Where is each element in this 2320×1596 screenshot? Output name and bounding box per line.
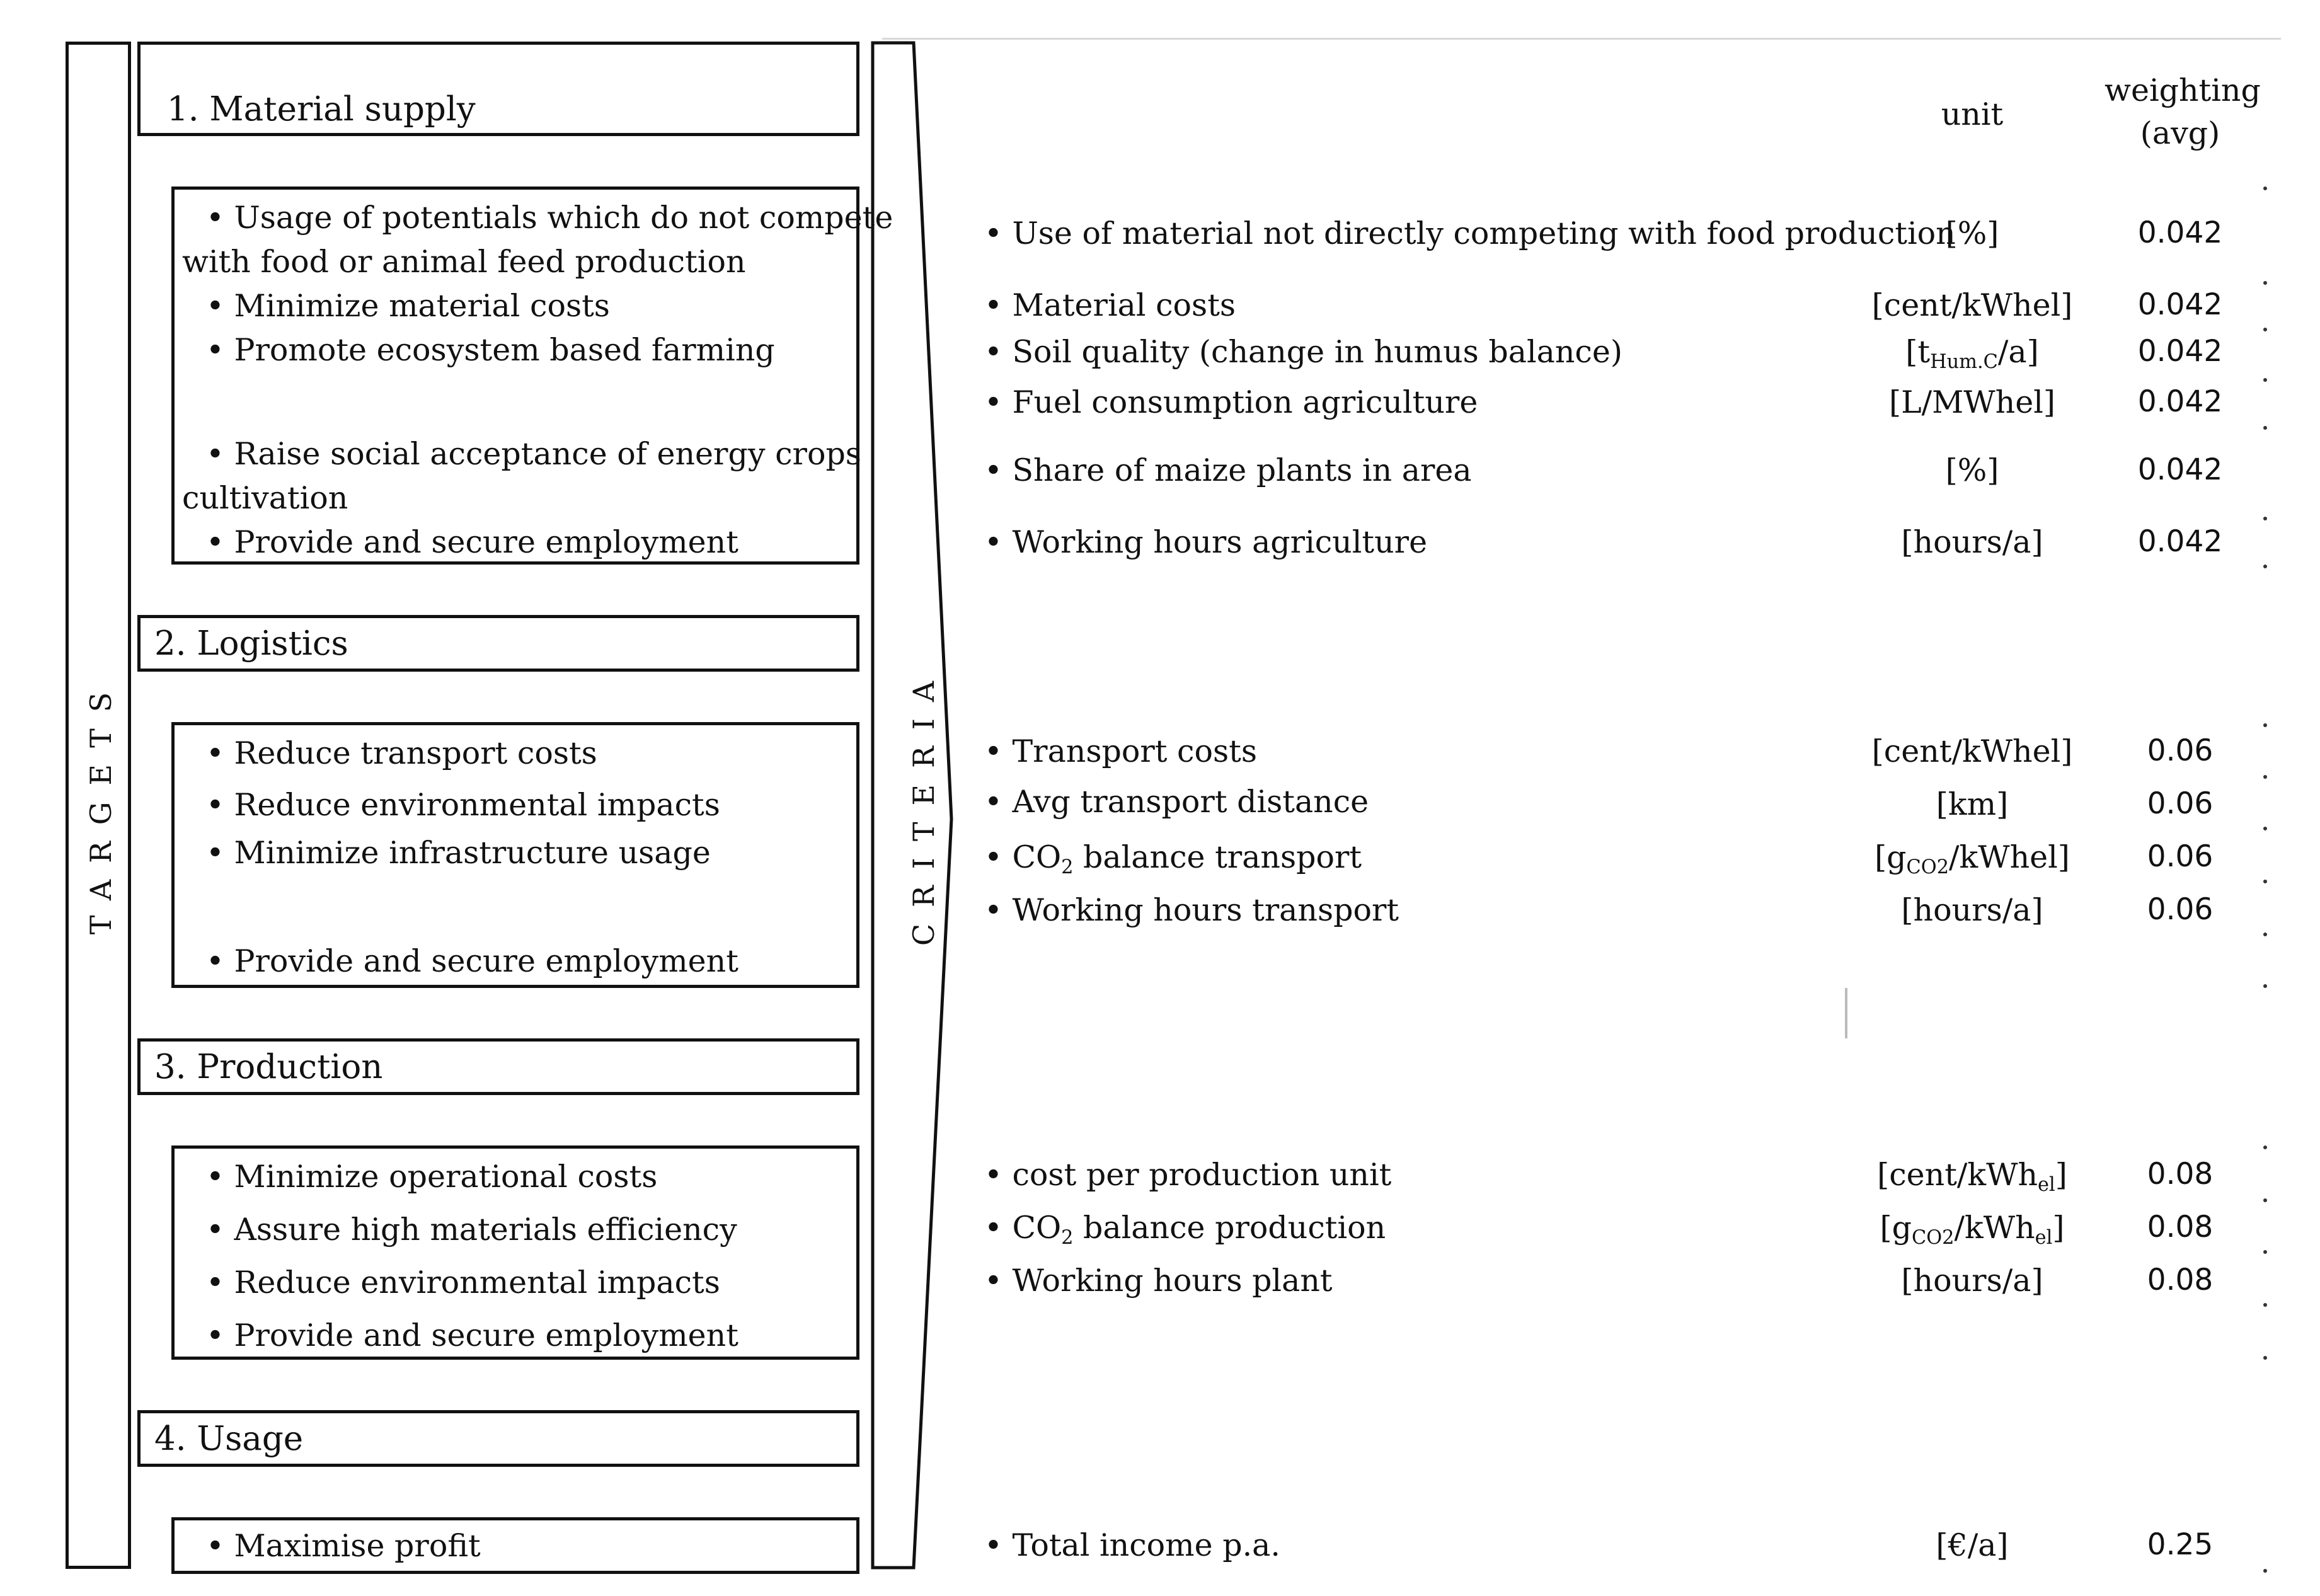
target-item: • Usage of potentials which do not compete <box>206 200 893 236</box>
target-item: • Reduce environmental impacts <box>206 787 720 823</box>
target-item: • Assure high materials efficiency <box>206 1212 737 1248</box>
group-title-production: 3. Production <box>137 1038 859 1095</box>
criterion-unit: [cent/kWh$_{el}$] <box>1877 1157 2067 1197</box>
edge-dot <box>2263 1356 2267 1360</box>
criterion-unit: $[g_{CO2}/kWhel]$ <box>1875 839 2070 879</box>
criterion-label: • Fuel consumption agriculture <box>984 384 1478 420</box>
edge-dot <box>2263 517 2267 520</box>
criterion-label: • $CO_2$ balance production <box>984 1210 1386 1249</box>
criterion-label: • Use of material not directly competing with food production <box>984 215 1956 251</box>
edge-dot <box>2263 281 2267 285</box>
criterion-unit: [cent/kWhel] <box>1871 287 2073 323</box>
criterion-weight: 0.06 <box>2147 892 2214 927</box>
target-item: • Minimize material costs <box>206 288 610 324</box>
criterion-weight: 0.042 <box>2137 287 2223 322</box>
edge-dot <box>2263 426 2267 430</box>
target-item: with food or animal feed production <box>182 244 746 280</box>
criterion-weight: 0.042 <box>2137 384 2223 419</box>
target-item: • Provide and secure employment <box>206 943 738 979</box>
targets-label: TARGETS <box>84 675 118 935</box>
unit-header: unit <box>1941 96 2004 132</box>
criterion-weight: 0.042 <box>2137 452 2223 487</box>
edge-dot <box>2263 984 2267 988</box>
target-item: • Minimize operational costs <box>206 1159 658 1195</box>
group-title-logistics: 2. Logistics <box>137 615 859 672</box>
edge-dot <box>2263 880 2267 883</box>
target-item: • Raise social acceptance of energy crops <box>206 436 861 472</box>
criterion-weight: 0.042 <box>2137 215 2223 250</box>
target-item: • Minimize infrastructure usage <box>206 835 711 871</box>
criterion-unit: [cent/kWhel] <box>1871 733 2073 769</box>
target-item: cultivation <box>182 480 348 516</box>
criterion-unit: [km] <box>1936 786 2009 822</box>
criterion-weight: 0.08 <box>2147 1263 2214 1297</box>
criterion-label: • Working hours plant <box>984 1263 1333 1299</box>
criterion-unit: [hours/a] <box>1901 892 2043 928</box>
target-item: • Reduce environmental impacts <box>206 1265 720 1300</box>
criterion-label: • Share of maize plants in area <box>984 452 1472 488</box>
edge-dot <box>2263 723 2267 727</box>
edge-dot <box>2263 1198 2267 1202</box>
target-item: • Provide and secure employment <box>206 524 738 560</box>
target-item: • Reduce transport costs <box>206 735 597 771</box>
criterion-label: • $CO_2$ balance transport <box>984 839 1362 879</box>
criterion-unit: [L/MWhel] <box>1888 384 2056 420</box>
targets-box-production <box>171 1145 859 1360</box>
faint-divider <box>1845 988 1847 1038</box>
targets-box-material-supply <box>171 187 893 565</box>
edge-dot <box>2263 378 2267 382</box>
edge-dot <box>2263 328 2267 331</box>
criterion-weight: 0.042 <box>2137 334 2223 369</box>
edge-dot <box>2263 565 2267 568</box>
criterion-label: • Total income p.a. <box>984 1527 1280 1563</box>
edge-dot <box>2263 827 2267 830</box>
target-item: • Provide and secure employment <box>206 1318 738 1353</box>
criterion-unit: [%] <box>1945 215 1999 251</box>
edge-dot <box>2263 775 2267 779</box>
weighting-header: weighting (avg) <box>2105 72 2261 151</box>
criteria-label: CRITERIA <box>907 664 941 946</box>
group-title-usage: 4. Usage <box>137 1410 859 1467</box>
group-title-material-supply: 1. Material supply <box>137 42 859 136</box>
edge-dot <box>2263 1145 2267 1149</box>
criterion-weight: 0.042 <box>2137 524 2223 559</box>
criterion-label: • Transport costs <box>984 733 1257 769</box>
criterion-label: • cost per production unit <box>984 1157 1392 1193</box>
targets-box-usage <box>171 1517 859 1574</box>
criterion-weight: 0.06 <box>2147 786 2214 821</box>
criterion-weight: 0.06 <box>2147 733 2214 768</box>
criterion-unit: [hours/a] <box>1901 524 2043 560</box>
edge-dot <box>2263 933 2267 936</box>
target-item: • Promote ecosystem based farming <box>206 332 775 368</box>
targets-box-logistics <box>171 722 859 988</box>
criterion-label: • Avg transport distance <box>984 784 1369 820</box>
target-item: • Maximise profit <box>206 1528 481 1564</box>
criterion-weight: 0.08 <box>2147 1157 2214 1191</box>
criterion-label: • Soil quality (change in humus balance) <box>984 334 1622 370</box>
edge-dot <box>2263 1250 2267 1254</box>
edge-dot <box>2263 187 2267 190</box>
top-divider <box>882 38 2281 40</box>
criterion-unit: [€/a] <box>1936 1527 2009 1563</box>
criterion-label: • Working hours transport <box>984 892 1399 928</box>
criterion-unit: $[g_{CO2}/kWh_{el}]$ <box>1880 1210 2065 1249</box>
criterion-weight: 0.25 <box>2147 1527 2214 1562</box>
edge-dot <box>2263 1303 2267 1307</box>
criterion-weight: 0.06 <box>2147 839 2214 874</box>
criterion-label: • Working hours agriculture <box>984 524 1428 560</box>
edge-dot <box>2263 1569 2267 1573</box>
criterion-unit: [%] <box>1945 452 1999 488</box>
criterion-unit: $[t_{Hum.C}/a]$ <box>1905 334 2039 374</box>
criterion-unit: [hours/a] <box>1901 1263 2043 1299</box>
criterion-label: • Material costs <box>984 287 1236 323</box>
criterion-weight: 0.08 <box>2147 1210 2214 1244</box>
